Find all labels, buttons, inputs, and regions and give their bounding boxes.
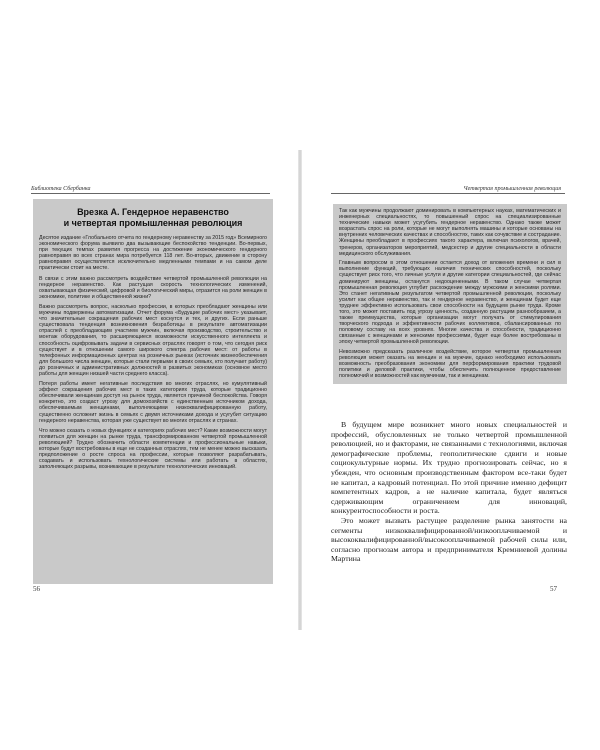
page-number: 57 <box>550 585 557 593</box>
body-paragraph: В будущем мире возникнет много новых специальностей и профессий, обусловленных не только четвертой промышленной революцией, но и факторами, не связанными с технологиями, включая демографические проблемы, геополитические сдвиги и новые социокультурные нормы. Их трудно прогнозировать сейчас, но я убежден, что основным производственным фактором все-таки будет не капитал, а кадровый потенциал. По этой причине именно дефицит компетентных кадров, а не наличие капитала, будет являться сдерживающим ограничением для инноваций, конкурентоспособности и роста. <box>331 420 567 516</box>
body-paragraph: Это может вызвать растущее разделение рынка занятости на сегменты низкоквалифицированной/низкооплачиваемой и высококвалифицированной/высокооплачиваемой рабочей силы или, согласно прогнозам автора и предпринимателя Кремниевой долины Мартина <box>331 515 567 564</box>
page-number: 56 <box>33 585 40 593</box>
sidebar-title <box>39 207 267 229</box>
running-head: Библиотека Сбербанка <box>31 186 91 192</box>
sidebar-paragraph: В связи с этим важно рассмотреть воздействие четвертой промышленной революции на гендерное неравенство. Как растущая скорость технологических изменений, охватывающая физический, цифровой и биологический миры, отразится на роли женщин в экономике, политике и общественной жизни? <box>39 275 267 300</box>
sidebar-title-line2: и четвертая промышленная революция <box>63 218 243 228</box>
sidebar-paragraph: Невозможно предсказать различное воздействие, которое четвертая промышленная революция может оказать на женщин и на мужчин, однако необходимо использовать возможность преобразования экономики для перформирования практики трудовой политики и деловой практики, чтобы обеспечить полноценное предоставление полномочий и возможностей как мужчинам, так и женщинам. <box>339 349 561 380</box>
sidebar-paragraph: Так как мужчины продолжают доминировать в компьютерных науках, математических и инженерных специальностях, то повышенный спрос на специализированные технические навыки может усугубить гендерное неравенство. Однако также может возрастать спрос на роли, которые не могут выполнять машины и которые основаны на внутренних человеческих качествах и способностях, таких как сочувствие и сострадание. Женщины преобладают в профессиях такого характера, включая психологов, врачей, тренеров, организаторов мероприятий, медсестер и другие специальности в области медицинского обслуживания. <box>339 208 561 257</box>
sidebar-paragraph: Что можно сказать о новых функциях и категориях рабочих мест? Какие возможности могут появиться для женщин на рынке труда, трансформированном четвертой промышленной революцией? Трудно обозначить области компетенции и профессиональные навыки, которые будут востребованы в еще не созданных отраслях, тем не менее можно высказать предположение о росте спроса на профессии, которые позволяют разрабатывать, создавать и использовать технологические системы или работать в областях, заполняющих разрывы, возникающие в результате технологических инноваций. <box>39 427 267 471</box>
sidebar-paragraph: Важно рассмотреть вопрос, насколько профессии, в которых преобладают женщины или мужчины подвержены автоматизации. Отчет форума «Будущие рабочих мест» указывает, что значительные сокращения рабочих мест коснутся и тех, и других. Если раньше существовала тенденция возникновения безработицы в результате автоматизации отраслей с преобладающим участием мужчин, включая производство, строительство и монтаж оборудования, то расширяющиеся возможности искусственного интеллекта и способность оцифровывать задачи в сервисных отраслях говорят о том, что сегодня риск существует и в отношении самого широкого спектра рабочих мест: от работы в телефонных информационных центрах на розничных рынках (источник жизнеобеспечения для большого числа женщин, которые стали первыми в своих семьях, кто получает работу) до розничных и административных должностей в развитых экономиках (основное место работы для женщин низшей части среднего класса). <box>39 303 267 377</box>
sidebar-box <box>33 199 273 584</box>
sidebar-box <box>333 204 567 384</box>
running-head: Четвертая промышленная революция <box>463 186 561 192</box>
header-rule <box>331 193 565 194</box>
sidebar-title-line1: Врезка А. Гендерное неравенство <box>77 207 229 217</box>
body-text <box>331 420 567 564</box>
sidebar-paragraph: Главным вопросом в этом отношении остается доход от вложения времени и сил в выполнение функций, требующих наличия технических способностей, поскольку существует риск того, что личные услуги и другие категории специальностей, где сейчас доминируют женщины, останутся недооцененными. В таком случае четвертая промышленная революция углубит расхождение между мужскими и женскими ролями. Это станет негативным результатом четвертой промышленной революции, поскольку усилит как общее неравенство, так и гендерное неравенство, и женщинам будет еще труднее эффективно использовать свои способности на будущем рынке труда. Кроме того, это может поставить под угрозу ценность, созданную растущим разнообразием, а также преимущества, которые организации могут получать от стимулирования творческого подхода и эффективности рабочих коллективов, сбалансированных по половому составу на всех уровнях. Многие качества и способности, традиционно связанные с женщинами и женскими профессиями, будет еще более востребованы в эпоху четвертой промышленной революции. <box>339 260 561 346</box>
header-rule <box>31 193 270 194</box>
sidebar-paragraph: Потеря работы имеет негативные последствия во многих отраслях, но кумулятивный эффект сокращения рабочих мест в таких категориях труда, которые традиционно обеспечивали женщинам доступ на рынок труда, является причиной беспокойства. Говоря конкретно, это создаст угрозу для домохозяйств с единственным источником дохода, обеспечиваемым женщинами, выполняющими низкоквалифицированную работу, существенно осложнит жизнь в семьях с двумя источниками дохода и усугубит ситуацию гендерного неравенства, которая уже существует во многих отраслях и странах. <box>39 381 267 424</box>
sidebar-paragraph: Десятое издание «Глобального отчета по гендерному неравенству за 2015 год» Всемирного экономического форума выявило два вызывающие беспокойство тенденции. Во-первых, при текущих темпах развития прогресса на достижение экономического гендерного равноправия во всех странах мира потребуется 118 лет. Во-вторых, движение в сторону равноправия осуществляется исключительно медленными темпами и на самом деле практически стоит на месте. <box>39 235 267 272</box>
